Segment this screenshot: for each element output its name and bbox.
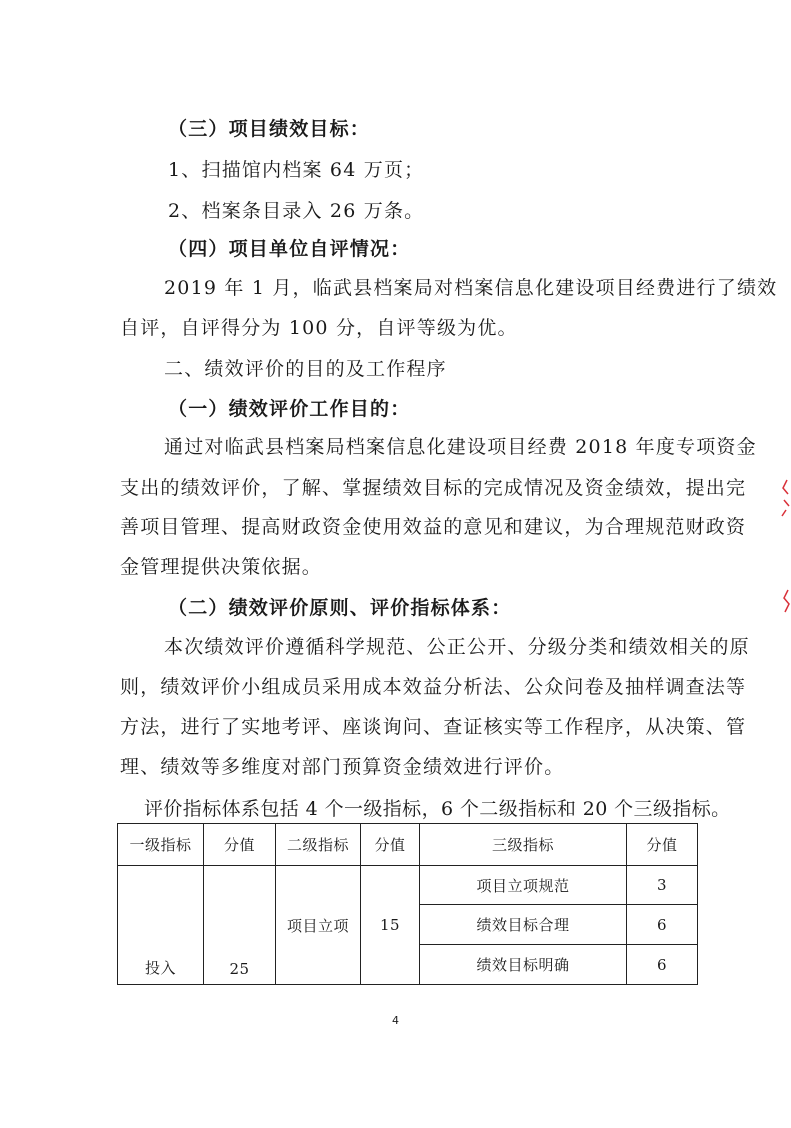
section3-heading: （三）项目绩效目标： bbox=[168, 118, 371, 140]
level3-cell: 绩效目标明确 bbox=[420, 945, 627, 985]
level2-score-cell: 15 bbox=[361, 866, 420, 985]
principle-line-3: 方法，进行了实地考评、座谈询问、查证核实等工作程序，从决策、管 bbox=[120, 716, 747, 738]
self-eval-line-2: 自评，自评得分为 100 分，自评等级为优。 bbox=[120, 317, 518, 339]
index-summary: 评价指标体系包括 4 个一级指标，6 个二级指标和 20 个三级指标。 bbox=[144, 798, 731, 820]
header-level2: 二级指标 bbox=[276, 824, 361, 866]
purpose-line-4: 金管理提供决策依据。 bbox=[120, 556, 323, 578]
level3-cell: 绩效目标合理 bbox=[420, 905, 627, 945]
purpose-heading: （一）绩效评价工作目的： bbox=[168, 398, 411, 420]
level1-cell: 投入 bbox=[118, 866, 204, 985]
principle-heading: （二）绩效评价原则、评价指标体系： bbox=[168, 597, 512, 619]
level3-score-cell: 6 bbox=[627, 945, 698, 985]
principle-line-1: 本次绩效评价遵循科学规范、公正公开、分级分类和绩效相关的原 bbox=[164, 636, 750, 658]
table-row bbox=[118, 866, 698, 905]
header-level1: 一级指标 bbox=[118, 824, 204, 866]
part2-heading: 二、绩效评价的目的及工作程序 bbox=[164, 358, 447, 380]
section4-heading: （四）项目单位自评情况： bbox=[168, 238, 411, 260]
indicator-table bbox=[117, 823, 698, 985]
principle-line-2: 则，绩效评价小组成员采用成本效益分析法、公众问卷及抽样调查法等 bbox=[120, 676, 747, 698]
goal-item-2: 2、档案条目录入 26 万条。 bbox=[168, 200, 425, 222]
page-number: 4 bbox=[392, 1014, 399, 1027]
purpose-line-1: 通过对临武县档案局档案信息化建设项目经费 2018 年度专项资金 bbox=[164, 436, 757, 458]
seal-edge-mark bbox=[777, 470, 791, 620]
goal-item-1: 1、扫描馆内档案 64 万页； bbox=[168, 159, 425, 181]
purpose-line-3: 善项目管理、提高财政资金使用效益的意见和建议，为合理规范财政资 bbox=[120, 516, 747, 538]
level3-score-cell: 3 bbox=[627, 866, 698, 905]
level3-score-cell: 6 bbox=[627, 905, 698, 945]
header-score3: 分值 bbox=[627, 824, 698, 866]
level3-cell: 项目立项规范 bbox=[420, 866, 627, 905]
header-score2: 分值 bbox=[361, 824, 420, 866]
header-score1: 分值 bbox=[204, 824, 276, 866]
table-header-row bbox=[118, 824, 698, 866]
principle-line-4: 理、绩效等多维度对部门预算资金绩效进行评价。 bbox=[120, 756, 565, 778]
self-eval-line-1: 2019 年 1 月，临武县档案局对档案信息化建设项目经费进行了绩效 bbox=[164, 277, 778, 299]
header-level3: 三级指标 bbox=[420, 824, 627, 866]
level1-score-cell: 25 bbox=[204, 866, 276, 985]
purpose-line-2: 支出的绩效评价，了解、掌握绩效目标的完成情况及资金绩效，提出完 bbox=[120, 477, 747, 499]
level2-cell: 项目立项 bbox=[276, 866, 361, 985]
